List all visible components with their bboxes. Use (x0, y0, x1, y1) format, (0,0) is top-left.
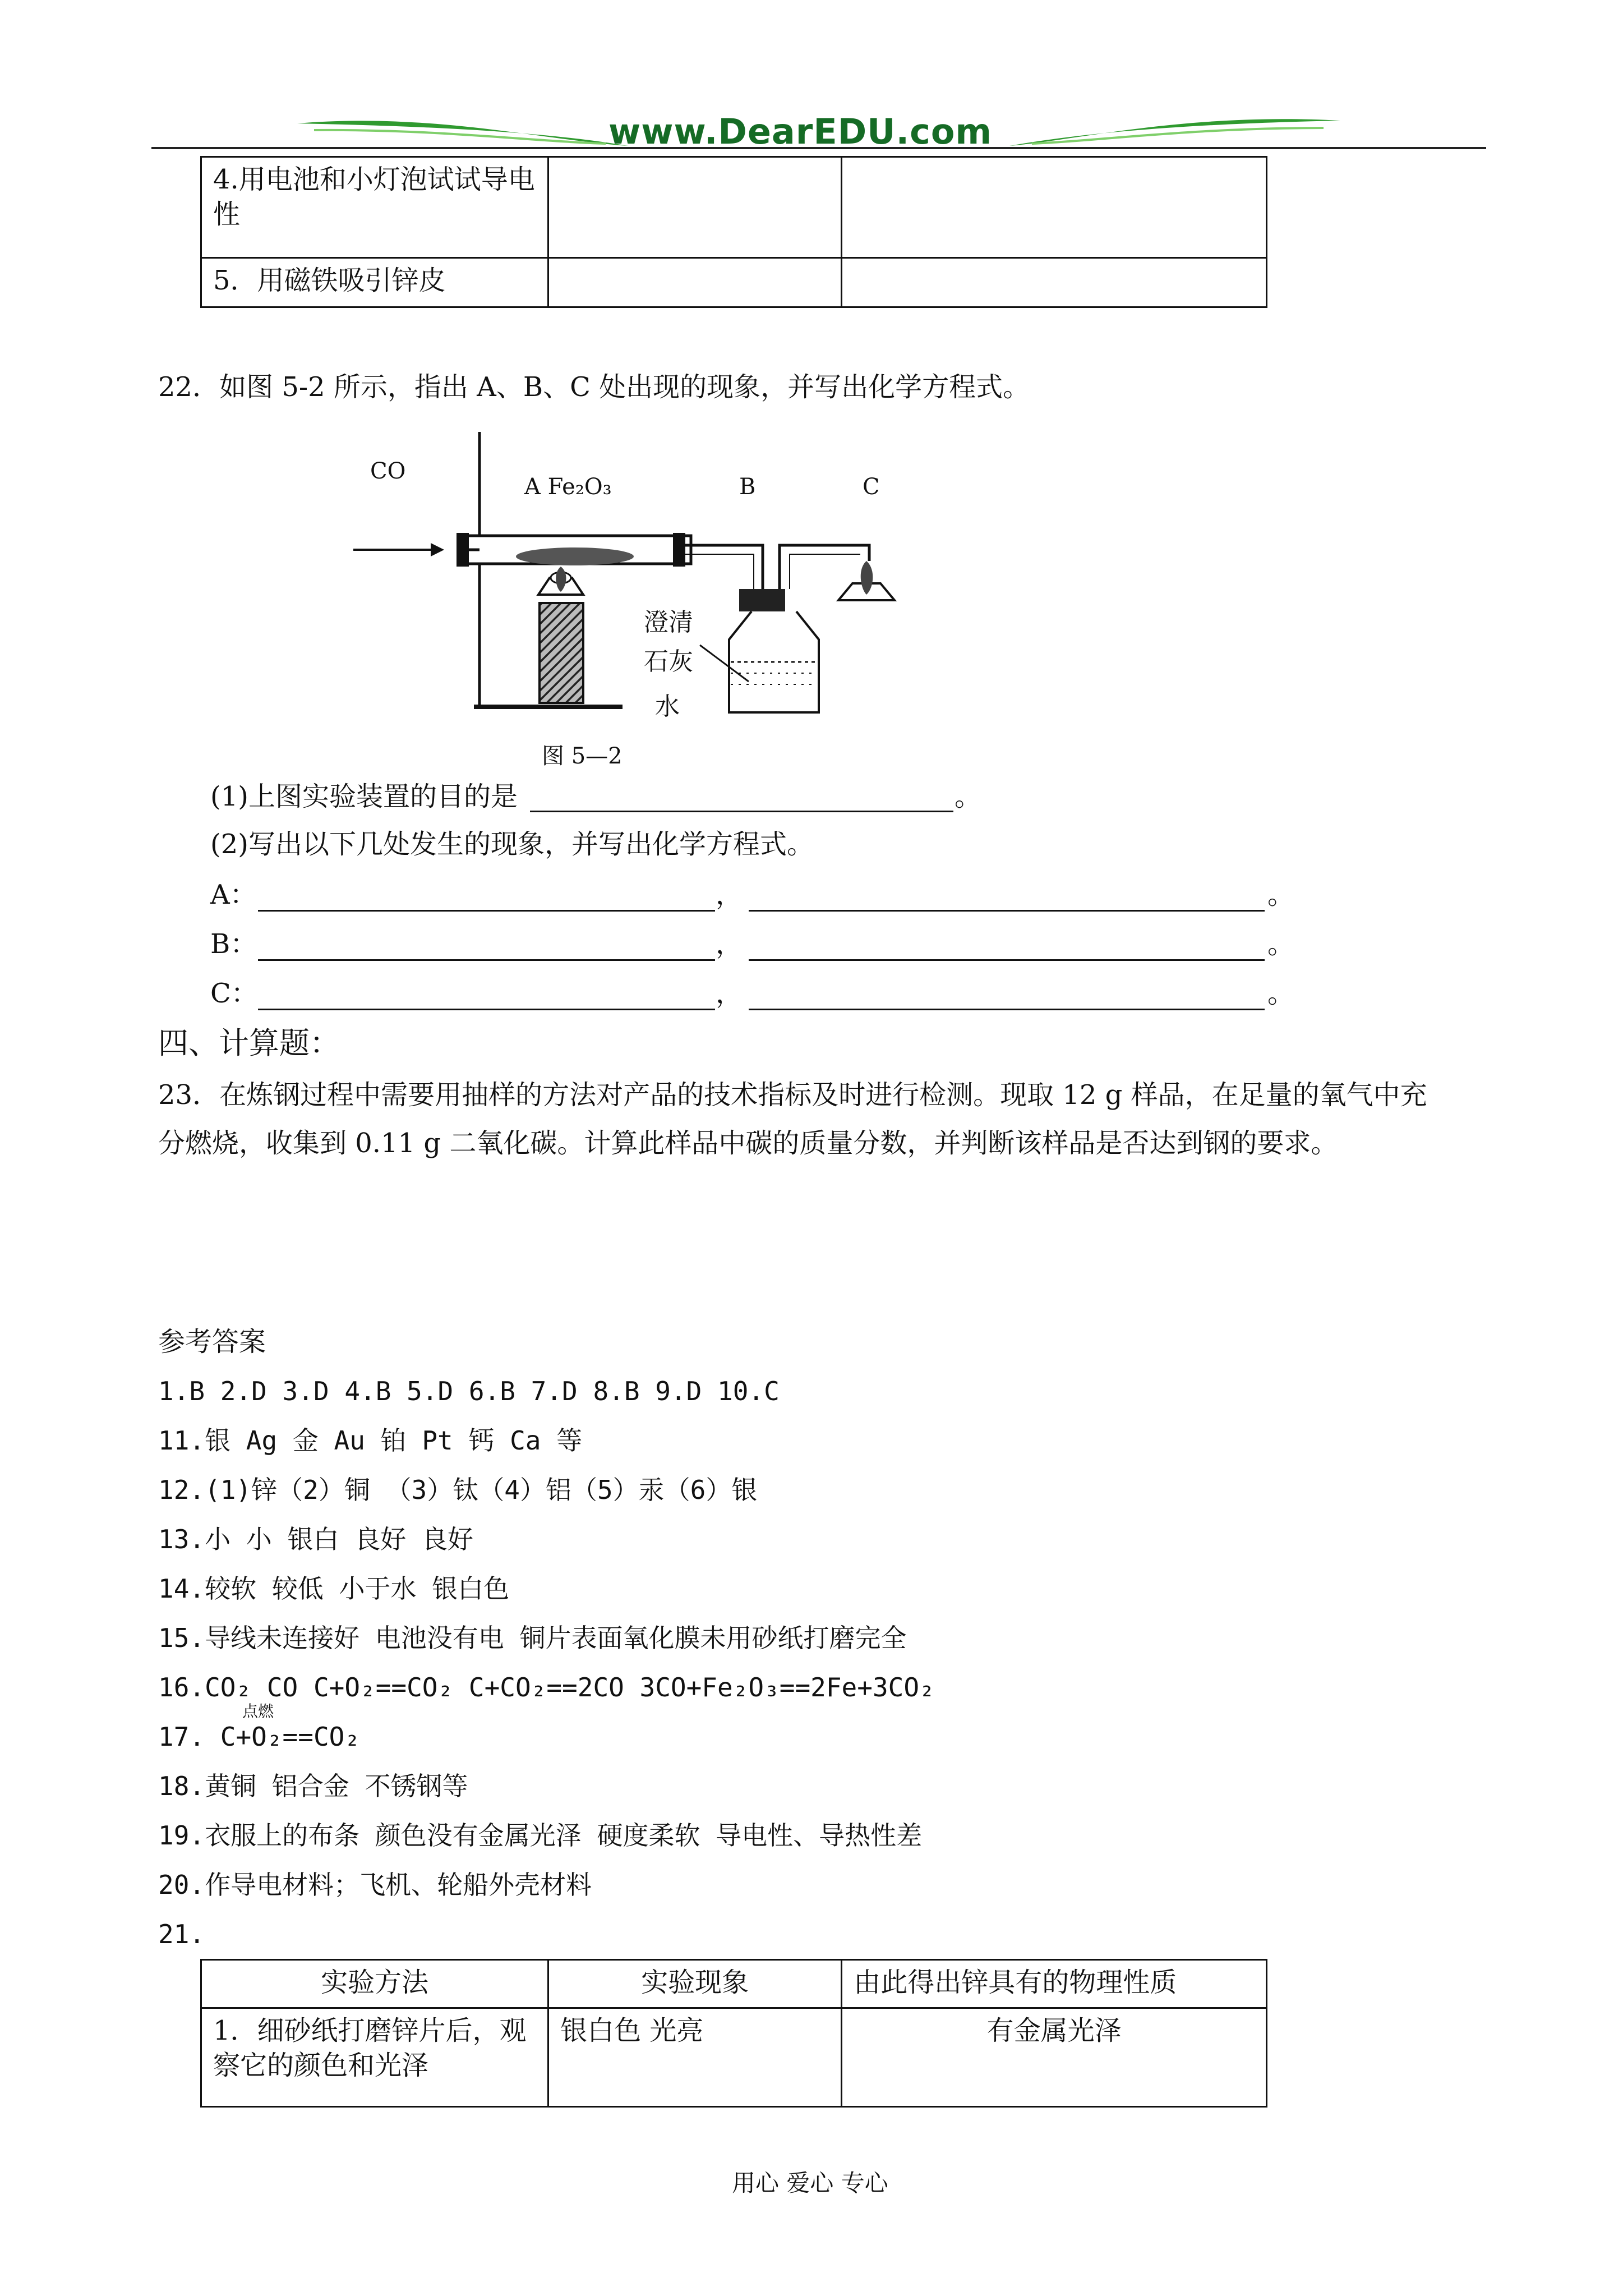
question-22-stem: 22．如图 5-2 所示，指出 A、B、C 处出现的现象，并写出化学方程式。 (158, 371, 1030, 403)
table-cell-phenomenon (548, 258, 842, 307)
table-cell-phenomenon (548, 157, 842, 258)
period-c: 。 (1267, 978, 1295, 1009)
answer-blank-b-equation[interactable] (749, 959, 1265, 961)
answer-20: 20.作导电材料；飞机、轮船外壳材料 (158, 1870, 592, 1900)
table-cell-method: 4.用电池和小灯泡试试导电性 (201, 157, 548, 258)
answer-12: 12.(1)锌（2）铜 （3）钛（4）铝（5）汞（6）银 (158, 1475, 758, 1505)
comma-a: ， (716, 879, 743, 910)
figure-label-limewater-2: 石灰 (644, 647, 693, 676)
question-22-sub1: (1)上图实验装置的目的是 (210, 781, 518, 812)
section-title-calculation: 四、计算题： (158, 1025, 340, 1061)
question-23-line2: 分燃烧，收集到 0.11 g 二氧化碳。计算此样品中碳的质量分数，并判断该样品是否达到钢的要求。 (158, 1128, 1338, 1159)
answer-blank-a-equation[interactable] (749, 910, 1265, 912)
answer-blank-b-phenomenon[interactable] (258, 959, 715, 961)
figure-label-b: B (739, 474, 756, 500)
table-header-property: 由此得出锌具有的物理性质 (842, 1960, 1267, 2008)
table-cell-method: 5．用磁铁吸引锌皮 (201, 258, 548, 307)
answer-17-condition: 点燃 (242, 1702, 274, 1720)
question-23-line1: 23．在炼钢过程中需要用抽样的方法对产品的技术指标及时进行检测。现取 12 g 样品，在足量的氧气中充 (158, 1079, 1427, 1111)
experiment-table-continued (200, 156, 1267, 308)
table-row (201, 2008, 1267, 2107)
table-header-method: 实验方法 (201, 1960, 548, 2008)
sub1-period: 。 (955, 781, 982, 812)
figure-label-co: CO (370, 458, 406, 484)
table-cell-property (842, 258, 1267, 307)
answer-15: 15.导线未连接好 电池没有电 铜片表面氧化膜未用砂纸打磨完全 (158, 1623, 907, 1653)
figure-caption: 图 5—2 (542, 743, 623, 769)
answer-blank-c-phenomenon[interactable] (258, 1009, 715, 1010)
line-label-a: A： (210, 879, 257, 910)
question-22-sub2: (2)写出以下几处发生的现象，并写出化学方程式。 (210, 829, 814, 860)
answer-11: 11.银 Ag 金 Au 铂 Pt 钙 Ca 等 (158, 1425, 583, 1456)
line-label-c: C： (210, 978, 258, 1009)
period-a: 。 (1267, 879, 1295, 910)
table-header-row (201, 1960, 1267, 2008)
site-logo[interactable]: www.DearEDU.com (608, 111, 993, 152)
answer-16: 16.CO₂ CO C+O₂==CO₂ C+CO₂==2CO 3CO+Fe₂O₃==2Fe+3CO₂ (158, 1672, 935, 1703)
comma-c: ， (716, 978, 743, 1009)
answer-1-10: 1.B 2.D 3.D 4.B 5.D 6.B 7.D 8.B 9.D 10.C (158, 1376, 780, 1406)
answer-blank-purpose[interactable] (530, 811, 953, 812)
table-cell-property: 有金属光泽 (842, 2008, 1267, 2107)
table-cell-property (842, 157, 1267, 258)
footer-slogan: 用心 爱心 专心 (732, 2169, 888, 2197)
answer-14: 14.较软 较低 小于水 银白色 (158, 1573, 510, 1604)
figure-label-a: A Fe₂O₃ (524, 474, 612, 500)
table-row (201, 258, 1267, 307)
answer-blank-a-phenomenon[interactable] (258, 910, 715, 912)
line-label-b: B： (210, 928, 257, 960)
table-row (201, 157, 1267, 258)
answer-19: 19.衣服上的布条 颜色没有金属光泽 硬度柔软 导电性、导热性差 (158, 1820, 923, 1851)
answer-13: 13.小 小 银白 良好 良好 (158, 1524, 473, 1554)
table-cell-method: 1．细砂纸打磨锌片后，观察它的颜色和光泽 (201, 2008, 548, 2107)
table-cell-phenomenon: 银白色 光亮 (548, 2008, 842, 2107)
figure-label-limewater-1: 澄清 (644, 608, 693, 637)
answer-18: 18.黄铜 铝合金 不锈钢等 (158, 1771, 468, 1801)
header-rule (151, 147, 1486, 149)
figure-label-c: C (863, 474, 880, 500)
answers-title: 参考答案 (158, 1326, 266, 1358)
table-header-phenomenon: 实验现象 (548, 1960, 842, 2008)
comma-b: ， (716, 928, 743, 960)
figure-label-limewater-3: 水 (655, 692, 680, 721)
answer-table (200, 1959, 1267, 2108)
period-b: 。 (1267, 928, 1295, 960)
answer-17: 17. C+O₂==CO₂ (158, 1722, 361, 1752)
answer-blank-c-equation[interactable] (749, 1009, 1265, 1010)
answer-21: 21. (158, 1919, 205, 1949)
